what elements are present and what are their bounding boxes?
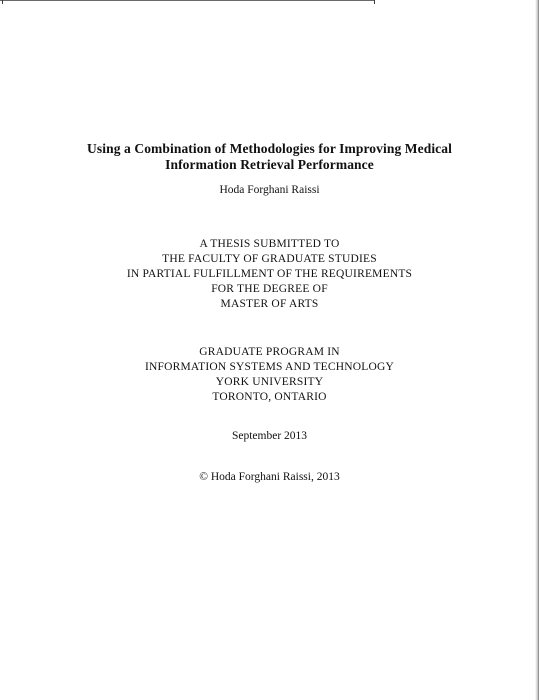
submission-line-4: FOR THE DEGREE OF — [211, 283, 328, 295]
author-name: Hoda Forghani Raissi — [219, 184, 320, 196]
submission-date: September 2013 — [231, 430, 308, 442]
scan-edge-top — [0, 0, 375, 1]
submission-statement — [0, 237, 539, 312]
program-line-3: YORK UNIVERSITY — [215, 376, 324, 388]
program-line-4: TORONTO, ONTARIO — [212, 391, 327, 403]
thesis-title-line-1: Using a Combination of Methodologies for Improving Medical — [87, 141, 452, 156]
program-line-2: INFORMATION SYSTEMS AND TECHNOLOGY — [144, 361, 395, 373]
copyright-notice: © Hoda Forghani Raissi, 2013 — [199, 471, 340, 483]
submission-line-5: MASTER OF ARTS — [220, 298, 319, 310]
thesis-title-line-2: Information Retrieval Performance — [165, 157, 374, 172]
scan-mark — [2, 0, 3, 4]
program-affiliation — [0, 345, 539, 405]
submission-line-3: IN PARTIAL FULFILLMENT OF THE REQUIREMENTS — [126, 268, 413, 280]
program-line-1: GRADUATE PROGRAM IN — [199, 346, 340, 358]
thesis-title — [0, 141, 539, 173]
scan-mark — [374, 0, 375, 4]
submission-line-1: A THESIS SUBMITTED TO — [199, 238, 340, 250]
submission-line-2: THE FACULTY OF GRADUATE STUDIES — [162, 253, 377, 265]
